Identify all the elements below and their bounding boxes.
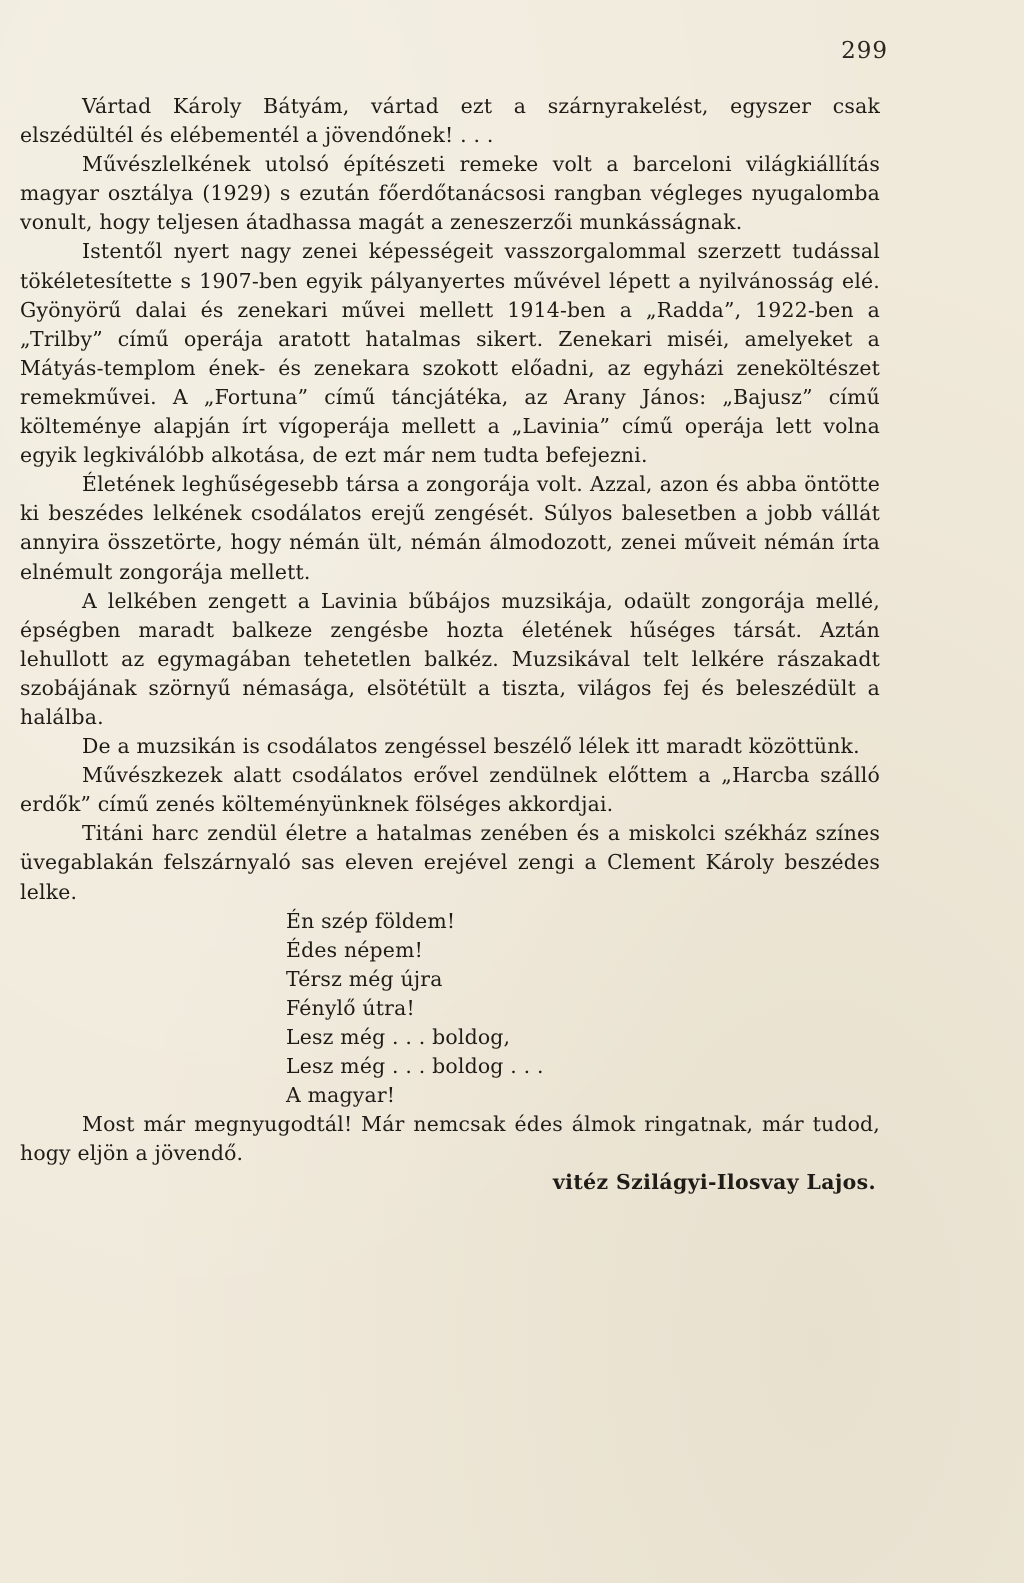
poem-line: Édes népem!	[286, 937, 423, 962]
paragraph: Vártad Károly Bátyám, vártad ezt a szárnyrakelést, egyszer csak elszédültél és elébementél a jövendőnek! . . .	[20, 94, 880, 148]
closing-paragraph: Most már megnyugodtál! Már nemcsak édes álmok ringatnak, már tudod, hogy eljön a jövendő.	[20, 1112, 880, 1166]
paragraph: Művészlelkének utolsó építészeti remeke volt a barceloni világkiállítás magyar osztálya (1929) s ezután főerdőtanácsosi rangban végleges nyugalomba vonult, hogy teljesen átadhassa magát a zeneszerzői munkásságnak.	[20, 152, 880, 235]
paragraph: Életének leghűségesebb társa a zongorája volt. Azzal, azon és abba öntötte ki beszédes lelkének csodálatos erejű zengését. Súlyos balesetben a jobb vállát annyira összetörte, hogy némán ült, némán álmodozott, zenei műveit némán írta elnémult zongorája mellett.	[20, 472, 880, 584]
poem-line: A magyar!	[286, 1083, 396, 1108]
page-number: 299	[841, 38, 888, 64]
paragraph: A lelkében zengett a Lavinia bűbájos muzsikája, odaült zongorája mellé, épségben maradt balkeze zengésbe hozta életének hűséges társát. Aztán lehullott az egymagában tehetetlen balkéz. Muzsikával telt lelkére rászakadt szobájának szörnyű némasága, elsötétült a tiszta, világos fej és beleszédült a halálba.	[20, 588, 880, 729]
poem-line: Én szép földem!	[286, 908, 456, 933]
author-signature: vitéz Szilágyi-Ilosvay Lajos.	[552, 1170, 876, 1195]
poem-line: Lesz még . . . boldog . . .	[286, 1054, 544, 1079]
poem-line: Lesz még . . . boldog,	[286, 1025, 511, 1049]
body-text	[20, 92, 880, 1198]
paragraph: Titáni harc zendül életre a hatalmas zenében és a miskolci székház színes üvegablakán felszárnyaló sas eleven erejével zengi a Clement Károly beszédes lelke.	[20, 821, 880, 904]
poem	[286, 907, 880, 1111]
paragraph: Istentől nyert nagy zenei képességeit vasszorgalommal szerzett tudással tökéletesítette s 1907-ben egyik pályanyertes művével lépett a nyilvánosság elé. Gyönyörű dalai és zenekari művei mellett 1914-ben a „Radda”, 1922-ben a „Trilby” című operája aratott hatalmas sikert. Zenekari miséi, amelyeket a Mátyás-templom ének- és zenekara szokott előadni, az egyházi zeneköltészet remekművei. A „Fortuna” című táncjátéka, az Arany János: „Bajusz” című költeménye alapján írt vígoperája mellett a „Lavinia” című operája lett volna egyik legkiválóbb alkotása, de ezt már nem tudta befejezni.	[20, 239, 880, 468]
poem-line: Fénylő útra!	[286, 995, 415, 1020]
paragraph: Művészkezek alatt csodálatos erővel zendülnek előttem a „Harcba szálló erdők” című zenés költeményünknek fölséges akkordjai.	[20, 763, 880, 817]
paragraph: De a muzsikán is csodálatos zengéssel beszélő lélek itt maradt közöttünk.	[82, 734, 860, 759]
poem-line: Térsz még újra	[286, 966, 443, 991]
